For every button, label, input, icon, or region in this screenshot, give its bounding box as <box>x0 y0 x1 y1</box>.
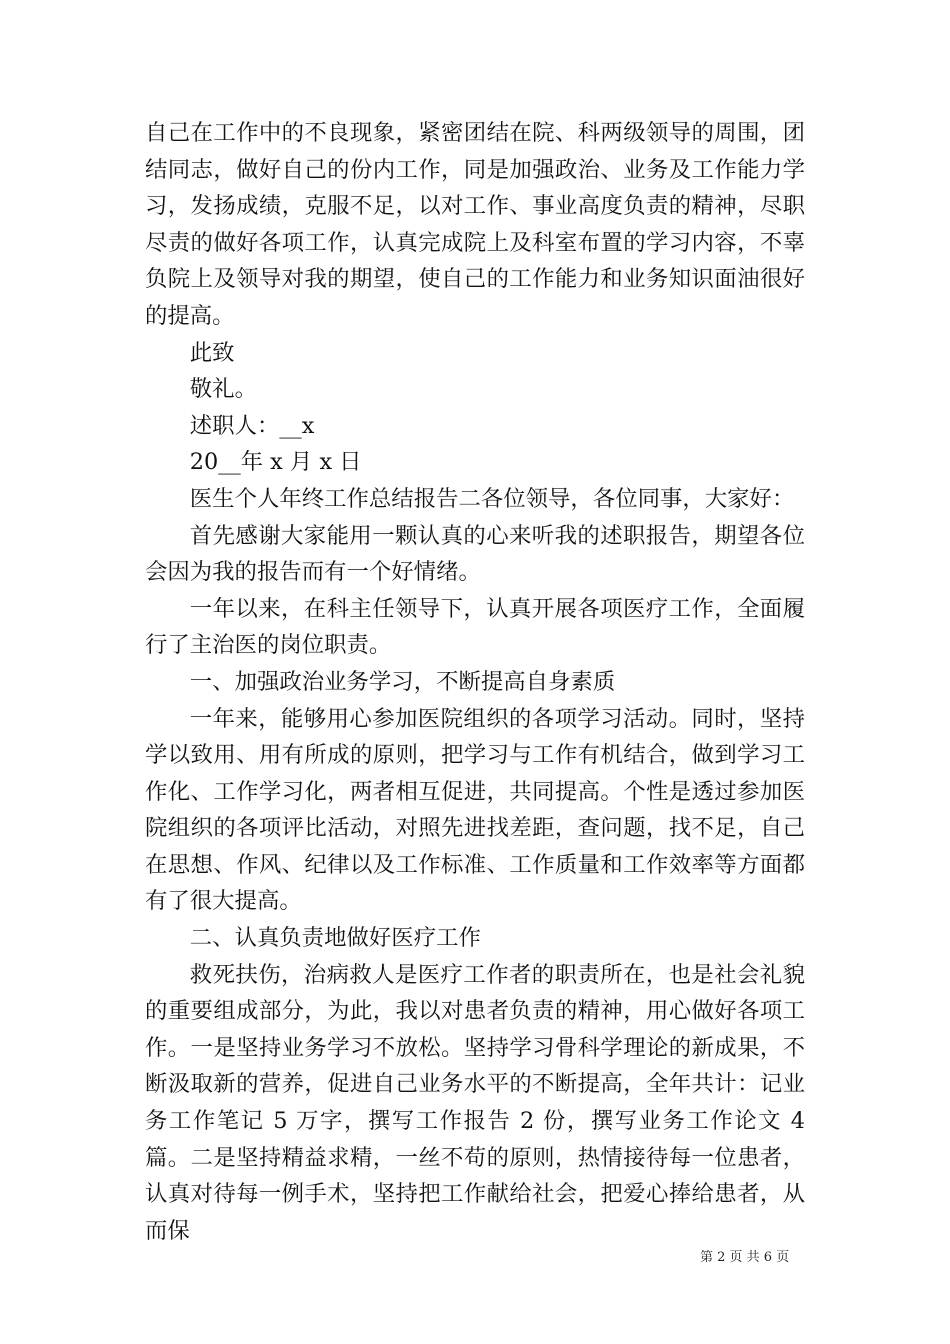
page-number: 第 2 页 共 6 页 <box>700 1250 790 1265</box>
report-title-greeting: 医生个人年终工作总结报告二各位领导，各位同事，大家好： <box>189 485 795 512</box>
paragraph-intro: 首先感谢大家能用一颗认真的心来听我的述职报告，期望各位会因为我的报告而有一个好情绪。 <box>145 522 805 586</box>
closing-salutation: 此致 <box>189 339 235 366</box>
paragraph-overview: 一年以来，在科主任领导下，认真开展各项医疗工作，全面履行了主治医的岗位职责。 <box>145 595 805 659</box>
section-heading-1: 一、加强政治业务学习，不断提高自身素质 <box>189 668 616 695</box>
document-body <box>145 115 805 1249</box>
date-line: 20__年 x 月 x 日 <box>189 449 362 476</box>
section-heading-2: 二、认真负责地做好医疗工作 <box>189 925 481 952</box>
closing-regards: 敬礼。 <box>189 376 257 403</box>
signature-line: 述职人：__x <box>189 412 315 439</box>
paragraph-study: 一年来，能够用心参加医院组织的各项学习活动。同时，坚持学以致用、用有所成的原则，把学习与工作有机结合，做到学习工作化、工作学习化，两者相互促进，共同提高。个性是透过参加医院组织的各项评比活动，对照先进找差距，查问题，找不足，自己在思想、作风、纪律以及工作标准、工作质量和工作效率等方面都有了很大提高。 <box>145 705 805 915</box>
paragraph-medical-work: 救死扶伤，治病救人是医疗工作者的职责所在，也是社会礼貌的重要组成部分，为此，我以对患者负责的精神，用心做好各项工作。一是坚持业务学习不放松。坚持学习骨科学理论的新成果，不断汲取新的营养，促进自己业务水平的不断提高，全年共计：记业务工作笔记 5 万字，撰写工作报告 2 份，撰写业务工作论文 4 篇。二是坚持精益求精，一丝不苟的原则，热情接待每一位患者，认真对待每一例手术，坚持把工作献给社会，把爱心捧给患者，从而保 <box>145 961 805 1244</box>
paragraph-continuation: 自己在工作中的不良现象，紧密团结在院、科两级领导的周围，团结同志，做好自己的份内工作，同是加强政治、业务及工作能力学习，发扬成绩，克服不足，以对工作、事业高度负责的精神，尽职尽责的做好各项工作，认真完成院上及科室布置的学习内容，不辜负院上及领导对我的期望，使自己的工作能力和业务知识面油很好的提高。 <box>145 120 805 329</box>
